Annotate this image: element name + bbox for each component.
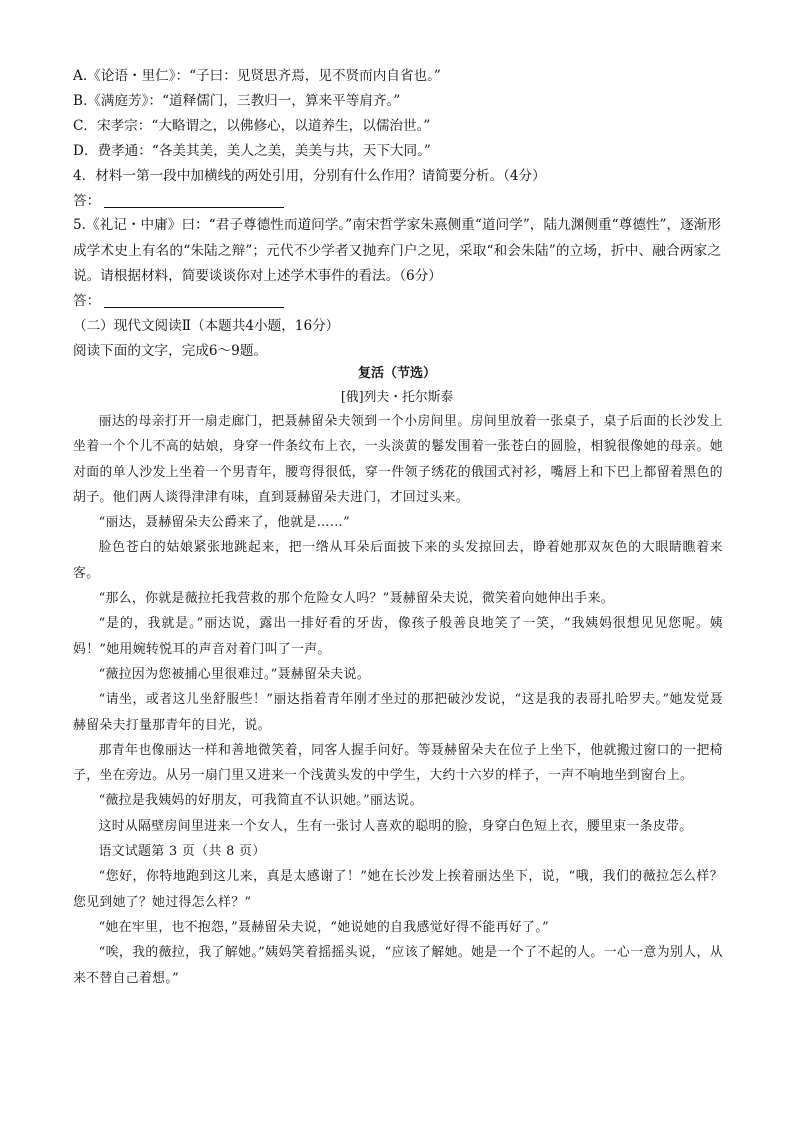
story-title: 复活（节选） — [357, 366, 436, 381]
story-author: [俄]列夫・托尔斯泰 — [340, 390, 454, 405]
story-paragraph: “薇拉是我姨妈的好朋友，可我简直不认识她。”丽达说。 — [98, 793, 423, 809]
answer-label: 答： — [73, 293, 101, 309]
question-4: 4．材料一第一段中加横线的两处引用，分别有什么作用？请简要分析。（4分） — [73, 168, 546, 184]
section-heading: （二）现代文阅读Ⅱ（本题共4小题，16分） — [73, 318, 340, 334]
question-4-answer — [73, 191, 284, 211]
story-paragraph: “请坐，或者这儿坐舒服些！”丽达指着青年刚才坐过的那把破沙发说，“这是我的表哥扎哈罗夫。”她发觉聂赫留朵夫打量那青年的目光，说。 — [73, 692, 723, 733]
story-paragraph: “她在牢里，也不抱怨，”聂赫留朵夫说，“她说她的自我感觉好得不能再好了。” — [98, 919, 550, 935]
answer-label: 答： — [73, 193, 101, 209]
section-instruction: 阅读下面的文字，完成6～9题。 — [73, 343, 268, 359]
page-footer: 语文试题第 3 页（共 8 页） — [98, 844, 266, 860]
story-paragraph: “唉，我的薇拉，我了解她。”姨妈笑着摇摇头说，“应该了解她。她是一个了不起的人。一心一意为别人，从来不替自己着想。” — [73, 945, 723, 986]
story-paragraph: “是的，我就是。”丽达说，露出一排好看的牙齿，像孩子般善良地笑了一笑，“我姨妈很想见见您呢。姨妈！”她用婉转悦耳的声音对着门叫了一声。 — [73, 616, 723, 657]
story-paragraph: “薇拉因为您被捕心里很难过。”聂赫留朵夫说。 — [98, 666, 371, 682]
story-paragraph: 脸色苍白的姑娘紧张地跳起来，把一绺从耳朵后面披下来的头发掠回去，睁着她那双灰色的大眼睛瞧着来客。 — [73, 540, 723, 581]
option-d: D．费孝通：“各美其美，美人之美，美美与共，天下大同。” — [73, 143, 431, 159]
story-body — [73, 409, 723, 991]
question-5-answer — [73, 291, 284, 311]
option-c: C．宋孝宗：“大略谓之，以佛修心，以道养生，以儒治世。” — [73, 118, 431, 134]
answer-blank — [104, 192, 284, 208]
story-paragraph: 这时从隔壁房间里进来一个女人，生有一张讨人喜欢的聪明的脸，身穿白色短上衣，腰里束一条皮带。 — [98, 818, 693, 834]
option-b: B.《满庭芳》：“道释儒门，三教归一，算来平等肩齐。” — [73, 93, 401, 109]
question-5: 5.《礼记・中庸》曰：“君子尊德性而道问学。”南宋哲学家朱熹侧重“道问学”，陆九渊侧重“尊德性”，逐渐形成学术史上有名的“朱陆之辩”；元代不少学者又抛弃门户之见，采取“和会朱陆”的立场，折中、融合两家之说。请根据材料，简要谈谈你对上述学术事件的看法。（6分） — [73, 217, 721, 284]
option-a: A.《论语・里仁》：“子曰：见贤思齐焉，见不贤而内自省也。” — [73, 68, 441, 84]
story-paragraph: 丽达的母亲打开一扇走廊门，把聂赫留朵夫领到一个小房间里。房间里放着一张桌子，桌子后面的长沙发上坐着一个个儿不高的姑娘，身穿一件条纹布上衣，一头淡黄的鬈发围着一张苍白的圆脸，相貌很像她的母亲。她对面的单人沙发上坐着一个男青年，腰弯得很低，穿一件领子绣花的俄国式衬衫，嘴唇上和下巴上都留着黑色的胡子。他们两人谈得津津有味，直到聂赫留朵夫进门，才回过头来。 — [73, 414, 723, 505]
story-paragraph: 那青年也像丽达一样和善地微笑着，同客人握手问好。等聂赫留朵夫在位子上坐下，他就搬过窗口的一把椅子，坐在旁边。从另一扇门里又进来一个浅黄头发的中学生，大约十六岁的样子，一声不响地坐到窗台上。 — [73, 742, 723, 784]
story-paragraph: “那么，你就是薇拉托我营救的那个危险女人吗？”聂赫留朵夫说，微笑着向她伸出手来。 — [98, 591, 614, 607]
story-paragraph: “您好，你特地跑到这儿来，真是太感谢了！”她在长沙发上挨着丽达坐下，说，“哦，我们的薇拉怎么样？您见到她了？她过得怎么样？” — [73, 869, 723, 910]
story-paragraph: “丽达，聂赫留朵夫公爵来了，他就是……” — [98, 515, 351, 531]
answer-blank — [104, 292, 284, 308]
